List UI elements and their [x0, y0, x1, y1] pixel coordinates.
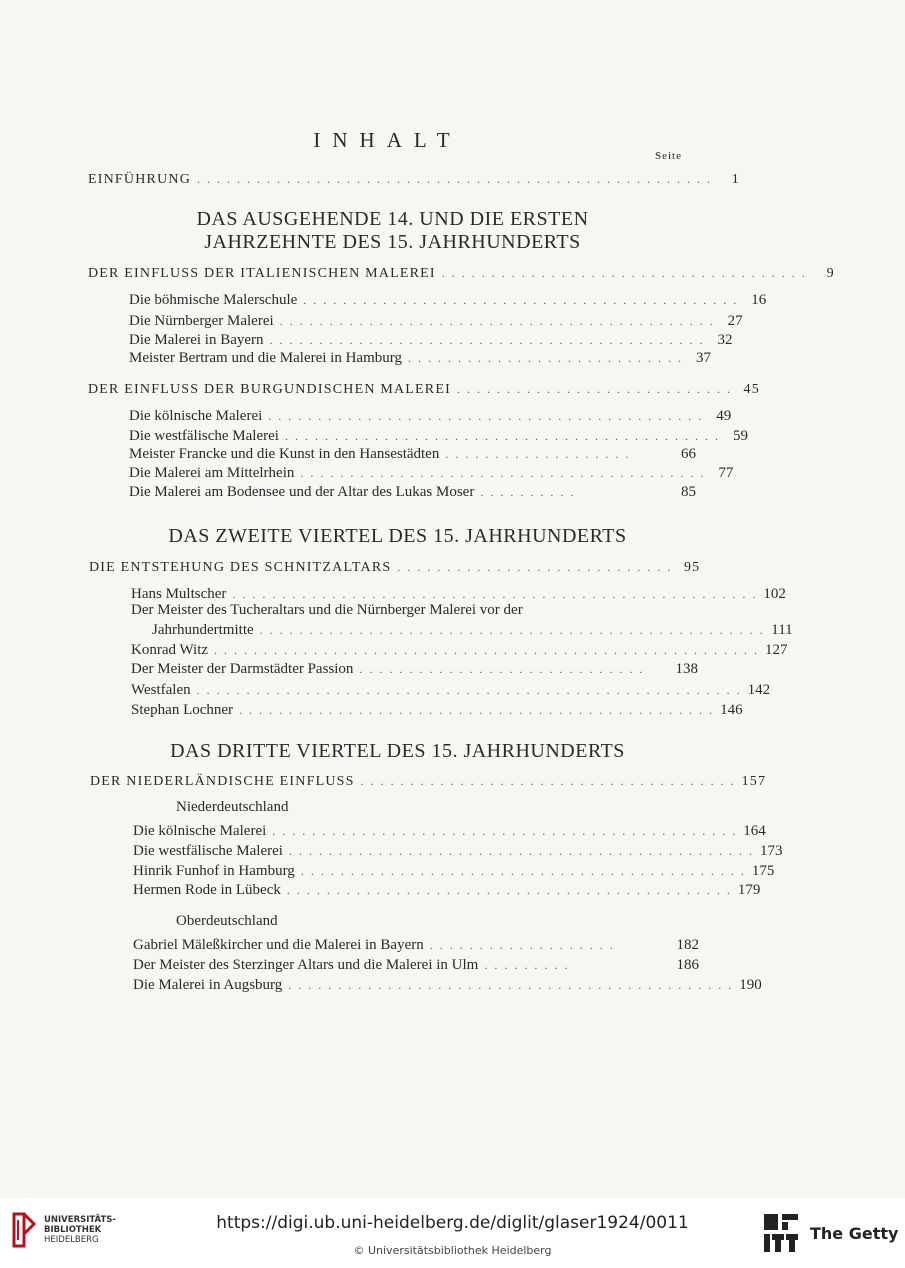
toc-entry-page: 37 [695, 350, 711, 366]
toc-entry[interactable] [129, 465, 734, 485]
toc-entry[interactable] [129, 428, 748, 448]
toc-entry[interactable] [89, 560, 701, 580]
toc-entry-label: Die Malerei in Bayern [129, 332, 264, 348]
leader-dots: . . . . . . . . . . . . . . . . . . . . . . . . . . . . . . . . . . . . . . . . . . . . . [288, 978, 734, 992]
leader-dots: . . . . . . . . . . . . . . . . . . . . . . . . . . . . . . . . . . . . . . . . . . . . . [300, 864, 746, 878]
toc-entry-page: 77 [718, 465, 734, 481]
toc-entry[interactable] [129, 292, 767, 312]
toc-entry[interactable] [129, 332, 733, 352]
toc-entry-page: 190 [739, 977, 762, 993]
toc-entry[interactable] [129, 484, 696, 504]
toc-entry[interactable] [90, 774, 767, 794]
toc-entry-label: Hinrik Funhof in Hamburg [133, 863, 295, 879]
toc-entry-page: 138 [675, 661, 698, 677]
toc-entry-label: Die Malerei in Augsburg [133, 977, 283, 993]
toc-entry-page: 1 [731, 172, 740, 187]
toc-entry-label: EINFÜHRUNG [88, 172, 191, 187]
toc-entry[interactable] [133, 957, 699, 977]
toc-entry-label: Der Meister des Sterzinger Altars und die Malerei in Ulm [133, 957, 479, 973]
leader-dots: . . . . . . . . . . . . . . . . . . . . . . . . . . . . . . . . . . . . . . . . . . . . . . . . . . . [259, 623, 765, 637]
toc-entry[interactable] [131, 702, 743, 722]
leader-dots: . . . . . . . . . . . . . . . . . . . . . . . . . . . . . . . . . . . . . [441, 266, 807, 280]
leader-dots: . . . . . . . . . . . . . . . . . . . . . . . . . . . . . [359, 662, 645, 676]
toc-entry-page: 95 [683, 560, 701, 575]
toc-entry-page: 173 [759, 843, 783, 859]
toc-entry-intro[interactable] [88, 172, 740, 192]
section-heading [110, 740, 685, 763]
toc-entry-label: Meister Bertram und die Malerei in Hamburg [129, 350, 402, 366]
toc-entry-page: 9 [826, 266, 835, 281]
leader-dots: . . . . . . . . . . . . . . . . . . . . . . . . . . . . . . . . . . . . . . . . . . . . . . . . . . . . . [232, 587, 758, 601]
section-heading-line: JAHRZEHNTE DES 15. JAHRHUNDERTS [204, 231, 581, 253]
library-name-line: HEIDELBERG [44, 1235, 99, 1245]
toc-entry-label: Die kölnische Malerei [129, 408, 263, 424]
toc-entry-page: 27 [727, 313, 743, 329]
leader-dots: . . . . . . . . . . . . . . . . . . . . . . . . . . . . . . . . . . . . . . . . . [300, 466, 706, 480]
toc-entry-page: 179 [737, 882, 761, 898]
toc-entry-label: Hermen Rode in Lübeck [133, 882, 281, 898]
leader-dots: . . . . . . . . . . . . . . . . . . . . . . . . . . . . . . . . . . . . . . . . . . . . . . . . . . . . . . . [196, 683, 742, 697]
toc-entry-label: Westfalen [131, 682, 191, 698]
toc-entry-page: 85 [681, 484, 696, 500]
section-heading-line: DAS ZWEITE VIERTEL DES 15. JAHRHUNDERTS [168, 525, 627, 547]
copyright-notice: © Universitätsbibliothek Heidelberg [353, 1244, 552, 1257]
section-heading [120, 208, 665, 254]
toc-entry[interactable] [131, 642, 788, 662]
library-name-line: UNIVERSITÄTS- [44, 1215, 116, 1225]
subsection-label: Niederdeutschland [176, 799, 289, 815]
page-column-label: Seite [655, 150, 682, 162]
toc-entry-label: Die westfälische Malerei [129, 428, 279, 444]
subsection-label: Oberdeutschland [176, 913, 278, 929]
toc-entry-label: Die kölnische Malerei [133, 823, 267, 839]
toc-entry[interactable] [133, 882, 761, 902]
toc-entry[interactable] [133, 937, 699, 957]
toc-entry-page: 45 [743, 382, 760, 397]
toc-entry-label: Die Nürnberger Malerei [129, 313, 274, 329]
leader-dots: . . . . . . . . . . . . . . . . . . . . . . . . . . . . [397, 560, 673, 574]
getty-logo[interactable] [762, 1212, 898, 1254]
toc-entry-page: 146 [720, 702, 743, 718]
leader-dots: . . . . . . . . . . . . . . . . . . . [445, 447, 631, 461]
toc-entry-label: Der Meister der Darmstädter Passion [131, 661, 354, 677]
leader-dots: . . . . . . . . . [484, 958, 570, 972]
leader-dots: . . . . . . . . . . . . . . . . . . . . . . . . . . . . [456, 382, 732, 396]
section-heading-line: DAS DRITTE VIERTEL DES 15. JAHRHUNDERTS [170, 740, 625, 762]
leader-dots: . . . . . . . . . . [480, 485, 576, 499]
page-title: INHALT [313, 128, 462, 152]
toc-entry-page: 111 [771, 622, 793, 638]
toc-entry-label: Meister Francke und die Kunst in den Hansestädten [129, 446, 440, 462]
toc-entry-label: Der Meister des Tucheraltars und die Nürnberger Malerei vor der [131, 602, 523, 618]
toc-entry-label: Stephan Lochner [131, 702, 234, 718]
toc-entry[interactable] [88, 266, 835, 286]
leader-dots: . . . . . . . . . . . . . . . . . . . . . . . . . . . . . . . . . . . . . . . . . . . . [284, 429, 720, 443]
toc-entry-page: 127 [765, 642, 788, 658]
toc-entry-label: Die westfälische Malerei [133, 843, 283, 859]
leader-dots: . . . . . . . . . . . . . . . . . . . . . . . . . . . . . . . . . . . . . . . . . . . . [279, 314, 715, 328]
toc-entry-label: Gabriel Mäleßkircher und die Malerei in Bayern [133, 937, 424, 953]
toc-entry-label: DER NIEDERLÄNDISCHE EINFLUSS [90, 774, 355, 789]
leader-dots: . . . . . . . . . . . . . . . . . . . . . . . . . . . . . . . . . . . . . . . . . . . . . . . . . . . . . . . [214, 643, 760, 657]
toc-entry[interactable] [129, 446, 696, 466]
toc-entry-page: 66 [681, 446, 696, 462]
toc-entry[interactable] [131, 661, 698, 681]
getty-mark-icon [762, 1212, 800, 1254]
toc-entry[interactable] [88, 382, 760, 402]
leader-dots: . . . . . . . . . . . . . . . . . . . . . . . . . . . . . . . . . . . . . . . . . . . . . . . . [239, 703, 715, 717]
leader-dots: . . . . . . . . . . . . . . . . . . . . . . . . . . . . . . . . . . . . . . . . . . . . . [286, 883, 732, 897]
toc-entry-label: DER EINFLUSS DER ITALIENISCHEN MALEREI [88, 266, 436, 281]
toc-entry-page: 164 [743, 823, 766, 839]
viewer-footer [0, 1198, 905, 1268]
toc-entry[interactable] [133, 843, 783, 863]
toc-entry[interactable] [129, 313, 743, 333]
toc-entry-label: Die Malerei am Bodensee und der Altar des Lukas Moser [129, 484, 475, 500]
toc-entry[interactable] [129, 408, 732, 428]
leader-dots: . . . . . . . . . . . . . . . . . . . . . . . . . . . . . . . . . . . . . . [360, 774, 736, 788]
leader-dots: . . . . . . . . . . . . . . . . . . . . . . . . . . . . . . . . . . . . . . . . . . . . . . . [288, 844, 754, 858]
toc-entry-label: Die böhmische Malerschule [129, 292, 298, 308]
toc-entry-label: Die Malerei am Mittelrhein [129, 465, 295, 481]
toc-entry-page: 102 [763, 586, 786, 602]
toc-entry[interactable] [131, 602, 698, 622]
toc-entry-page: 182 [676, 937, 699, 953]
toc-entry-label: Jahrhundertmitte [152, 622, 254, 638]
library-name-line: BIBLIOTHEK [44, 1225, 102, 1235]
toc-entry-page: 32 [717, 332, 733, 348]
toc-entry-label: DIE ENTSTEHUNG DES SCHNITZALTARS [89, 560, 392, 575]
leader-dots: . . . . . . . . . . . . . . . . . . . [429, 938, 615, 952]
toc-entry[interactable] [133, 977, 762, 997]
toc-entry-label: DER EINFLUSS DER BURGUNDISCHEN MALEREI [88, 382, 451, 397]
toc-entry-page: 186 [676, 957, 699, 973]
leader-dots: . . . . . . . . . . . . . . . . . . . . . . . . . . . . . . . . . . . . . . . . . . . . [303, 293, 739, 307]
toc-entry-page: 142 [747, 682, 771, 698]
toc-entry-label: Konrad Witz [131, 642, 209, 658]
toc-entry[interactable] [131, 682, 771, 702]
leader-dots: . . . . . . . . . . . . . . . . . . . . . . . . . . . . . . . . . . . . . . . . . . . . . . . [272, 824, 738, 838]
toc-entry[interactable] [133, 823, 766, 843]
leader-dots: . . . . . . . . . . . . . . . . . . . . . . . . . . . . [407, 351, 683, 365]
toc-entry-label: Hans Multscher [131, 586, 227, 602]
toc-entry[interactable] [133, 863, 775, 883]
toc-entry[interactable] [152, 622, 793, 642]
toc-entry-page: 49 [716, 408, 732, 424]
toc-entry-page: 59 [732, 428, 748, 444]
section-heading-line: DAS AUSGEHENDE 14. UND DIE ERSTEN [196, 208, 589, 230]
toc-entry-page: 175 [751, 863, 775, 879]
section-heading [110, 525, 685, 548]
permalink-url[interactable]: https://digi.ub.uni-heidelberg.de/diglit/glaser1924/0011 [216, 1213, 689, 1233]
toc-entry[interactable] [129, 350, 711, 370]
leader-dots: . . . . . . . . . . . . . . . . . . . . . . . . . . . . . . . . . . . . . . . . . . . . [268, 409, 704, 423]
leader-dots: . . . . . . . . . . . . . . . . . . . . . . . . . . . . . . . . . . . . . . . . . . . . . . . . . . . . [197, 172, 712, 186]
leader-dots: . . . . . . . . . . . . . . . . . . . . . . . . . . . . . . . . . . . . . . . . . . . . [269, 333, 705, 347]
toc-entry-page: 157 [741, 774, 767, 789]
toc-entry-page: 16 [751, 292, 767, 308]
partner-name: The Getty [810, 1223, 899, 1243]
